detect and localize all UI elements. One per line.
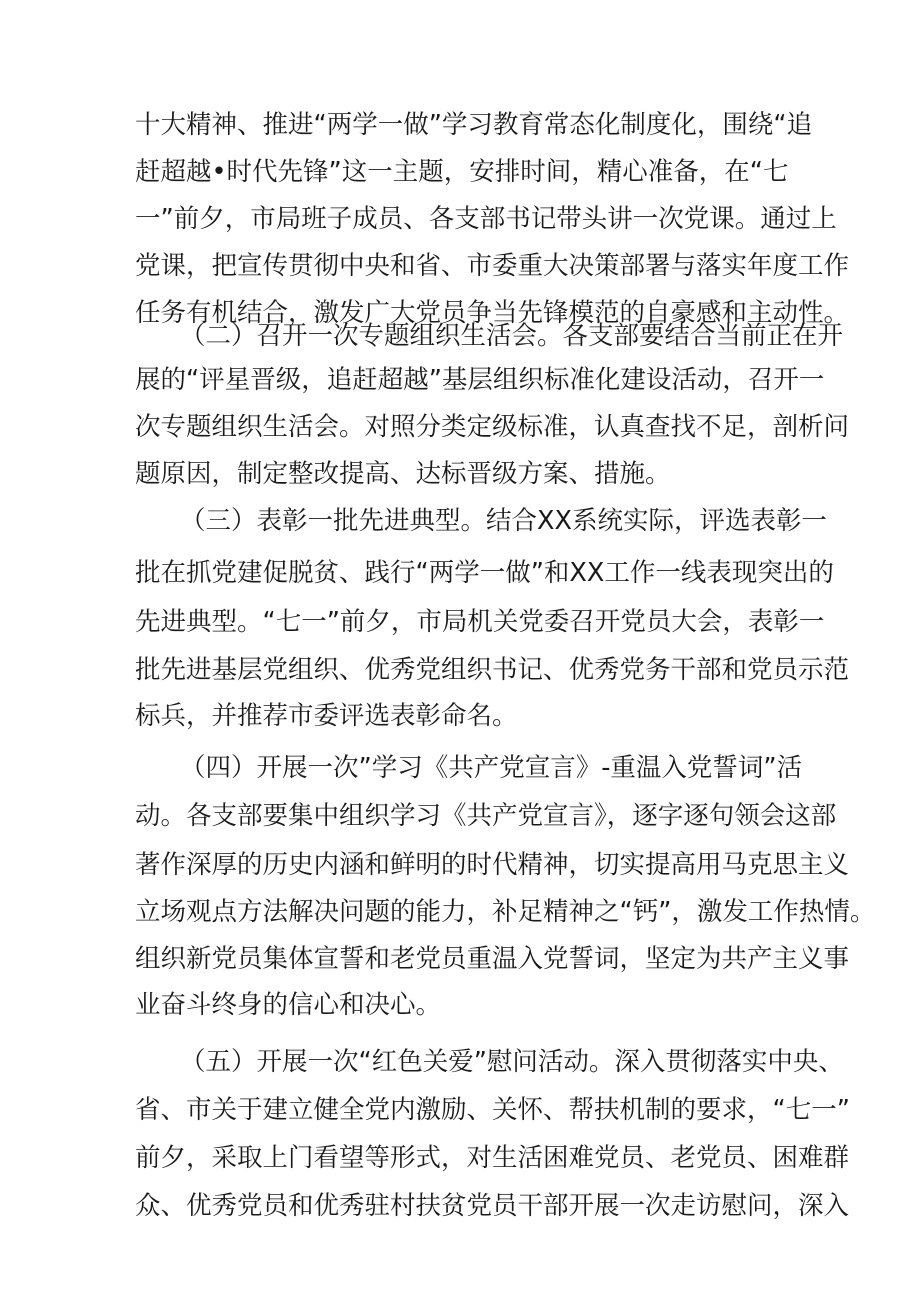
text-line: 题原因，制定整改提高、达标晋级方案、措施。 — [135, 459, 671, 489]
text-line: 批先进基层党组织、优秀党组织书记、优秀党务干部和党员示范 — [135, 655, 850, 685]
text-line: 众、优秀党员和优秀驻村扶贫党员干部开展一次走访慰问，深入 — [135, 1191, 850, 1221]
text-line: （四）开展一次”学习《共产党宣言》-重温入党誓词”活 — [180, 753, 803, 783]
text-line: 前夕，采取上门看望等形式，对生活困难党员、老党员、困难群 — [135, 1143, 850, 1173]
text-line: 立场观点方法解决问题的能力，补足精神之“钙”，激发工作热情。 — [135, 897, 876, 927]
text-line: 著作深厚的历史内涵和鲜明的时代精神，切实提高用马克思主义 — [135, 850, 850, 880]
text-line: （五）开展一次“红色关爱”慰问活动。深入贯彻落实中央、 — [180, 1047, 844, 1077]
text-line: 十大精神、推进“两学一做”学习教育常态化制度化，围绕“追 — [135, 110, 813, 140]
text-line: 批在抓党建促脱贫、践行“两学一做”和XX工作一线表现突出的 — [135, 558, 834, 588]
text-line: 组织新党员集体宣誓和老党员重温入党誓词，坚定为共产主义事 — [135, 944, 850, 974]
text-line: 展的“评星晋级，追赶超越”基层组织标准化建设活动，召开一 — [135, 365, 825, 395]
text-line: 任务有机结合，激发广大党员争当先锋模范的自豪感和主动性。 — [135, 298, 850, 328]
text-line: 省、市关于建立健全党内激励、关怀、帮扶机制的要求，“七一” — [135, 1095, 850, 1125]
text-line: 动。各支部要集中组织学习《共产党宣言》，逐字逐句领会这部 — [135, 801, 837, 831]
text-line: 标兵，并推荐市委评选表彰命名。 — [135, 701, 518, 731]
text-line: 次专题组织生活会。对照分类定级标准，认真查找不足，剖析问 — [135, 412, 850, 442]
text-line: 党课，把宣传贯彻中央和省、市委重大决策部署与落实年度工作 — [135, 251, 850, 281]
text-line: 先进典型。“七一”前夕，市局机关党委召开党员大会，表彰一 — [135, 607, 825, 637]
text-line: 一”前夕，市局班子成员、各支部书记带头讲一次党课。通过上 — [135, 204, 837, 234]
text-line: 赶超越•时代先锋”这一主题，安排时间，精心准备，在“七 — [135, 157, 789, 187]
text-line: （三）表彰一批先进典型。结合XX系统实际，评选表彰一 — [180, 506, 827, 536]
text-line: 业奋斗终身的信心和决心。 — [135, 990, 442, 1020]
text-line: （二）召开一次专题组织生活会。各支部要结合当前正在开 — [180, 321, 844, 351]
